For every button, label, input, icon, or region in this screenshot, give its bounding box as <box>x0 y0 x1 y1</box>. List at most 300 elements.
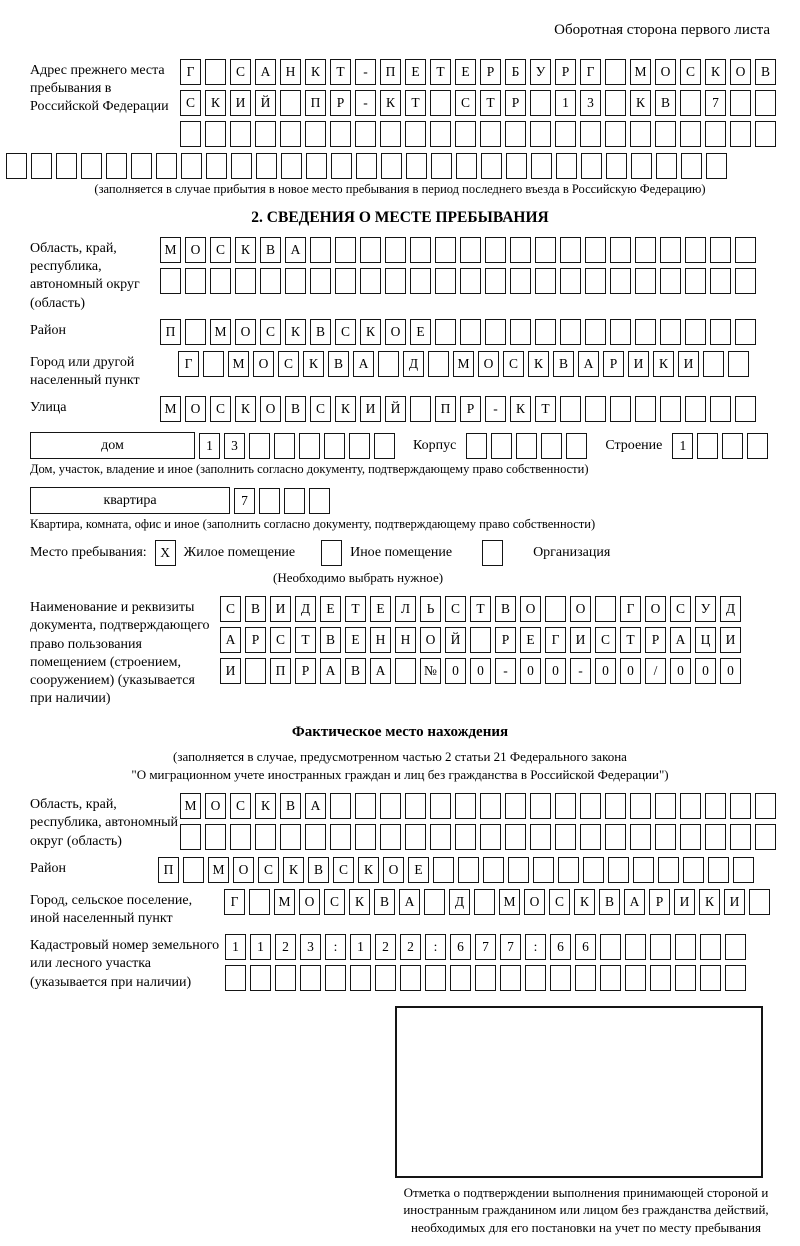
char-cell: П <box>158 857 179 883</box>
char-cell: С <box>335 319 356 345</box>
char-cell: К <box>528 351 549 377</box>
char-cell <box>381 153 402 179</box>
char-cell: С <box>333 857 354 883</box>
char-cell <box>580 121 601 147</box>
char-cell: 0 <box>545 658 566 684</box>
char-cell <box>585 396 606 422</box>
char-cell <box>355 121 376 147</box>
char-cell: О <box>299 889 320 915</box>
char-cell: К <box>699 889 720 915</box>
char-cell <box>555 121 576 147</box>
char-cell: М <box>208 857 229 883</box>
char-cell: П <box>160 319 181 345</box>
char-cell: К <box>349 889 370 915</box>
char-cell <box>583 857 604 883</box>
char-cell <box>480 793 501 819</box>
char-cell <box>331 153 352 179</box>
char-cell <box>203 351 224 377</box>
char-cell <box>595 596 616 622</box>
char-cell <box>560 396 581 422</box>
stay-type-note: (Необходимо выбрать нужное) <box>273 570 444 586</box>
char-cell <box>516 433 537 459</box>
char-cell <box>280 824 301 850</box>
char-cell <box>650 934 671 960</box>
char-cell <box>605 121 626 147</box>
char-cell: М <box>499 889 520 915</box>
char-cell <box>510 237 531 263</box>
char-cell: О <box>520 596 541 622</box>
char-cell <box>305 121 326 147</box>
char-cell: Е <box>410 319 431 345</box>
house-line <box>30 432 770 459</box>
char-cell <box>280 121 301 147</box>
char-cell: К <box>303 351 324 377</box>
char-cell <box>683 857 704 883</box>
char-cell: А <box>285 237 306 263</box>
char-cell: О <box>478 351 499 377</box>
char-cell <box>430 90 451 116</box>
char-cell: Й <box>445 627 466 653</box>
char-cell <box>428 351 449 377</box>
char-cell <box>425 965 446 991</box>
district-row[interactable] <box>160 319 756 345</box>
char-cell: А <box>399 889 420 915</box>
char-cell <box>435 237 456 263</box>
char-cell <box>655 793 676 819</box>
char-cell: И <box>570 627 591 653</box>
char-cell: А <box>320 658 341 684</box>
char-cell: П <box>270 658 291 684</box>
char-cell <box>505 824 526 850</box>
char-cell: В <box>755 59 776 85</box>
char-cell <box>510 319 531 345</box>
prev-address-block <box>30 59 770 147</box>
actual-region-block <box>30 793 770 851</box>
char-cell <box>355 824 376 850</box>
char-cell <box>299 433 320 459</box>
char-cell <box>685 396 706 422</box>
char-cell <box>275 965 296 991</box>
char-cell: С <box>278 351 299 377</box>
char-cell <box>680 824 701 850</box>
char-cell: Р <box>505 90 526 116</box>
char-cell: Й <box>255 90 276 116</box>
char-cell: 2 <box>275 934 296 960</box>
char-cell <box>703 351 724 377</box>
actual-region-label: Область, край, республика, автономный округ (область) <box>30 797 179 849</box>
actual-city-label: Город, сельское поселение, иной населенный пункт <box>30 892 193 926</box>
apartment-cells[interactable] <box>234 488 330 514</box>
char-cell: В <box>280 793 301 819</box>
char-cell: В <box>320 627 341 653</box>
char-cell: Р <box>495 627 516 653</box>
char-cell: Н <box>280 59 301 85</box>
char-cell: В <box>308 857 329 883</box>
char-cell: Е <box>520 627 541 653</box>
char-cell: Р <box>645 627 666 653</box>
char-cell <box>606 153 627 179</box>
char-cell: Т <box>480 90 501 116</box>
char-cell: К <box>358 857 379 883</box>
char-cell <box>470 627 491 653</box>
char-cell <box>625 965 646 991</box>
street-row[interactable] <box>160 396 756 422</box>
char-cell <box>230 824 251 850</box>
char-cell: Р <box>649 889 670 915</box>
street-block <box>30 396 770 422</box>
char-cell <box>722 433 743 459</box>
char-cell <box>585 319 606 345</box>
char-cell: М <box>180 793 201 819</box>
char-cell <box>685 268 706 294</box>
prev-address-label: Адрес прежнего места пребывания в Российской Федерации <box>30 63 169 115</box>
char-cell: С <box>258 857 279 883</box>
char-cell <box>395 658 416 684</box>
char-cell: С <box>210 396 231 422</box>
char-cell <box>700 934 721 960</box>
char-cell <box>566 433 587 459</box>
char-cell: О <box>570 596 591 622</box>
char-cell: Р <box>245 627 266 653</box>
char-cell <box>485 319 506 345</box>
char-cell: К <box>235 396 256 422</box>
char-cell: Р <box>555 59 576 85</box>
char-cell <box>728 351 749 377</box>
char-cell: 6 <box>575 934 596 960</box>
char-cell <box>755 793 776 819</box>
char-cell: И <box>720 627 741 653</box>
char-cell: Г <box>178 351 199 377</box>
char-cell: 3 <box>224 433 245 459</box>
char-cell: : <box>325 934 346 960</box>
char-cell <box>6 153 27 179</box>
cadastre-row-1[interactable] <box>225 934 746 960</box>
char-cell <box>710 237 731 263</box>
char-cell <box>660 319 681 345</box>
char-cell: И <box>678 351 699 377</box>
char-cell <box>580 793 601 819</box>
char-cell: 3 <box>580 90 601 116</box>
char-cell <box>631 153 652 179</box>
char-cell: С <box>260 319 281 345</box>
char-cell <box>410 237 431 263</box>
char-cell: Е <box>455 59 476 85</box>
char-cell <box>635 319 656 345</box>
char-cell: Ь <box>420 596 441 622</box>
char-cell <box>700 965 721 991</box>
char-cell: 1 <box>199 433 220 459</box>
char-cell <box>431 153 452 179</box>
char-cell <box>541 433 562 459</box>
char-cell: 1 <box>555 90 576 116</box>
char-cell: Ц <box>695 627 716 653</box>
document-row-2[interactable] <box>220 627 741 653</box>
char-cell <box>680 90 701 116</box>
char-cell: С <box>670 596 691 622</box>
char-cell <box>491 433 512 459</box>
char-cell <box>330 824 351 850</box>
char-cell <box>655 121 676 147</box>
stay-type-option-zhiloe-label: Жилое помещение <box>183 545 296 561</box>
char-cell: К <box>380 90 401 116</box>
char-cell <box>483 857 504 883</box>
char-cell <box>605 793 626 819</box>
char-cell <box>505 121 526 147</box>
char-cell: В <box>655 90 676 116</box>
char-cell: М <box>453 351 474 377</box>
char-cell <box>655 824 676 850</box>
char-cell <box>385 268 406 294</box>
char-cell <box>335 268 356 294</box>
char-cell <box>156 153 177 179</box>
char-cell: Й <box>385 396 406 422</box>
apartment-line <box>30 487 770 514</box>
actual-region-row-2[interactable] <box>180 824 776 850</box>
char-cell <box>730 824 751 850</box>
stay-type-checkbox-org[interactable] <box>482 540 503 566</box>
char-cell: 7 <box>500 934 521 960</box>
stay-type-checkbox-inoe[interactable] <box>321 540 342 566</box>
char-cell <box>205 824 226 850</box>
char-cell: Р <box>480 59 501 85</box>
char-cell <box>259 488 280 514</box>
char-cell <box>747 433 768 459</box>
char-cell: 1 <box>672 433 693 459</box>
char-cell <box>675 934 696 960</box>
char-cell <box>349 433 370 459</box>
cadastre-row-2[interactable] <box>225 965 746 991</box>
char-cell: О <box>524 889 545 915</box>
char-cell <box>410 268 431 294</box>
char-cell <box>255 824 276 850</box>
char-cell <box>705 824 726 850</box>
region-block <box>30 237 770 313</box>
char-cell <box>183 857 204 883</box>
char-cell <box>485 268 506 294</box>
char-cell: В <box>599 889 620 915</box>
apartment-box-label: квартира <box>30 487 230 514</box>
char-cell: О <box>185 237 206 263</box>
char-cell: К <box>283 857 304 883</box>
char-cell <box>710 268 731 294</box>
char-cell: : <box>525 934 546 960</box>
prev-address-row-1[interactable] <box>180 59 776 85</box>
prev-address-row-3[interactable] <box>180 121 776 147</box>
char-cell: Г <box>545 627 566 653</box>
char-cell <box>405 793 426 819</box>
actual-district-label: Район <box>30 860 66 876</box>
char-cell: О <box>383 857 404 883</box>
char-cell <box>680 121 701 147</box>
korpus-cells[interactable] <box>466 433 587 459</box>
char-cell <box>460 268 481 294</box>
char-cell <box>560 237 581 263</box>
char-cell: Т <box>535 396 556 422</box>
char-cell: Е <box>405 59 426 85</box>
char-cell: А <box>220 627 241 653</box>
char-cell: Р <box>295 658 316 684</box>
char-cell <box>506 153 527 179</box>
char-cell: О <box>730 59 751 85</box>
char-cell <box>380 793 401 819</box>
char-cell <box>735 268 756 294</box>
char-cell <box>530 121 551 147</box>
document-row-3[interactable] <box>220 658 741 684</box>
char-cell <box>605 824 626 850</box>
prev-address-row-2[interactable] <box>180 90 776 116</box>
char-cell <box>231 153 252 179</box>
char-cell: К <box>235 237 256 263</box>
actual-city-row[interactable] <box>224 889 770 915</box>
char-cell <box>580 824 601 850</box>
char-cell <box>705 121 726 147</box>
char-cell <box>458 857 479 883</box>
char-cell: В <box>374 889 395 915</box>
char-cell <box>249 889 270 915</box>
cadastre-block <box>30 934 770 992</box>
char-cell <box>56 153 77 179</box>
char-cell <box>325 965 346 991</box>
char-cell: А <box>578 351 599 377</box>
char-cell: Т <box>405 90 426 116</box>
char-cell <box>585 237 606 263</box>
char-cell: 0 <box>520 658 541 684</box>
char-cell: 1 <box>250 934 271 960</box>
char-cell <box>350 965 371 991</box>
region-row-1[interactable] <box>160 237 756 263</box>
char-cell: Е <box>370 596 391 622</box>
char-cell <box>405 824 426 850</box>
char-cell <box>610 396 631 422</box>
char-cell: И <box>230 90 251 116</box>
char-cell: И <box>360 396 381 422</box>
char-cell <box>424 889 445 915</box>
char-cell: Т <box>430 59 451 85</box>
actual-district-row[interactable] <box>158 857 754 883</box>
char-cell: Е <box>345 627 366 653</box>
char-cell <box>335 237 356 263</box>
char-cell: М <box>630 59 651 85</box>
char-cell <box>533 857 554 883</box>
char-cell: С <box>445 596 466 622</box>
char-cell <box>131 153 152 179</box>
char-cell <box>245 658 266 684</box>
char-cell <box>206 153 227 179</box>
char-cell <box>530 824 551 850</box>
city-label: Город или другой населенный пункт <box>30 354 140 388</box>
char-cell <box>235 268 256 294</box>
char-cell <box>749 889 770 915</box>
char-cell: Е <box>408 857 429 883</box>
char-cell <box>281 153 302 179</box>
char-cell <box>725 965 746 991</box>
region-row-2[interactable] <box>160 268 756 294</box>
char-cell <box>525 965 546 991</box>
char-cell <box>630 793 651 819</box>
document-row-1[interactable] <box>220 596 741 622</box>
char-cell <box>656 153 677 179</box>
char-cell: П <box>435 396 456 422</box>
char-cell <box>430 793 451 819</box>
char-cell: И <box>220 658 241 684</box>
char-cell <box>474 889 495 915</box>
char-cell <box>733 857 754 883</box>
stamp-area <box>30 1006 770 1237</box>
char-cell <box>710 319 731 345</box>
char-cell <box>755 90 776 116</box>
char-cell: 1 <box>350 934 371 960</box>
char-cell: Т <box>295 627 316 653</box>
char-cell: И <box>270 596 291 622</box>
char-cell <box>456 153 477 179</box>
city-row[interactable] <box>178 351 749 377</box>
stay-type-checkbox-zhiloe[interactable]: X <box>155 540 176 566</box>
char-cell: - <box>485 396 506 422</box>
prev-address-row-4[interactable] <box>6 153 770 179</box>
char-cell: Г <box>224 889 245 915</box>
char-cell: В <box>553 351 574 377</box>
char-cell <box>535 237 556 263</box>
actual-location-note-2: "О миграционном учете иностранных граждан и лиц без гражданства в Российской Федерации") <box>131 767 669 783</box>
char-cell: Д <box>403 351 424 377</box>
char-cell <box>735 319 756 345</box>
char-cell: Д <box>720 596 741 622</box>
actual-region-row-1[interactable] <box>180 793 776 819</box>
char-cell <box>380 121 401 147</box>
char-cell <box>485 237 506 263</box>
char-cell: Л <box>395 596 416 622</box>
char-cell <box>697 433 718 459</box>
char-cell: Б <box>505 59 526 85</box>
char-cell <box>285 268 306 294</box>
document-block <box>30 596 770 708</box>
document-label: Наименование и реквизиты документа, подтверждающего право пользования помещением (строением, сооружением) (указывается при наличии) <box>30 600 210 707</box>
char-cell: М <box>160 396 181 422</box>
char-cell: О <box>235 319 256 345</box>
char-cell <box>755 824 776 850</box>
char-cell: Н <box>370 627 391 653</box>
char-cell <box>630 824 651 850</box>
char-cell: Н <box>395 627 416 653</box>
char-cell: Г <box>180 59 201 85</box>
char-cell <box>500 965 521 991</box>
char-cell <box>505 793 526 819</box>
char-cell <box>600 934 621 960</box>
stroenie-cells[interactable] <box>672 433 768 459</box>
char-cell: А <box>305 793 326 819</box>
char-cell: - <box>495 658 516 684</box>
char-cell <box>558 857 579 883</box>
char-cell <box>410 396 431 422</box>
house-note: Дом, участок, владение и иное (заполнить согласно документу, подтверждающему право собственности) <box>30 462 589 477</box>
char-cell <box>406 153 427 179</box>
house-box-label: дом <box>30 432 195 459</box>
char-cell: С <box>595 627 616 653</box>
char-cell <box>400 965 421 991</box>
char-cell <box>360 268 381 294</box>
char-cell <box>633 857 654 883</box>
char-cell <box>575 965 596 991</box>
char-cell <box>730 90 751 116</box>
house-number-cells[interactable] <box>199 433 395 459</box>
char-cell <box>255 121 276 147</box>
char-cell: О <box>645 596 666 622</box>
char-cell: К <box>510 396 531 422</box>
char-cell: 2 <box>375 934 396 960</box>
char-cell: Г <box>580 59 601 85</box>
char-cell: 0 <box>670 658 691 684</box>
char-cell: С <box>230 793 251 819</box>
